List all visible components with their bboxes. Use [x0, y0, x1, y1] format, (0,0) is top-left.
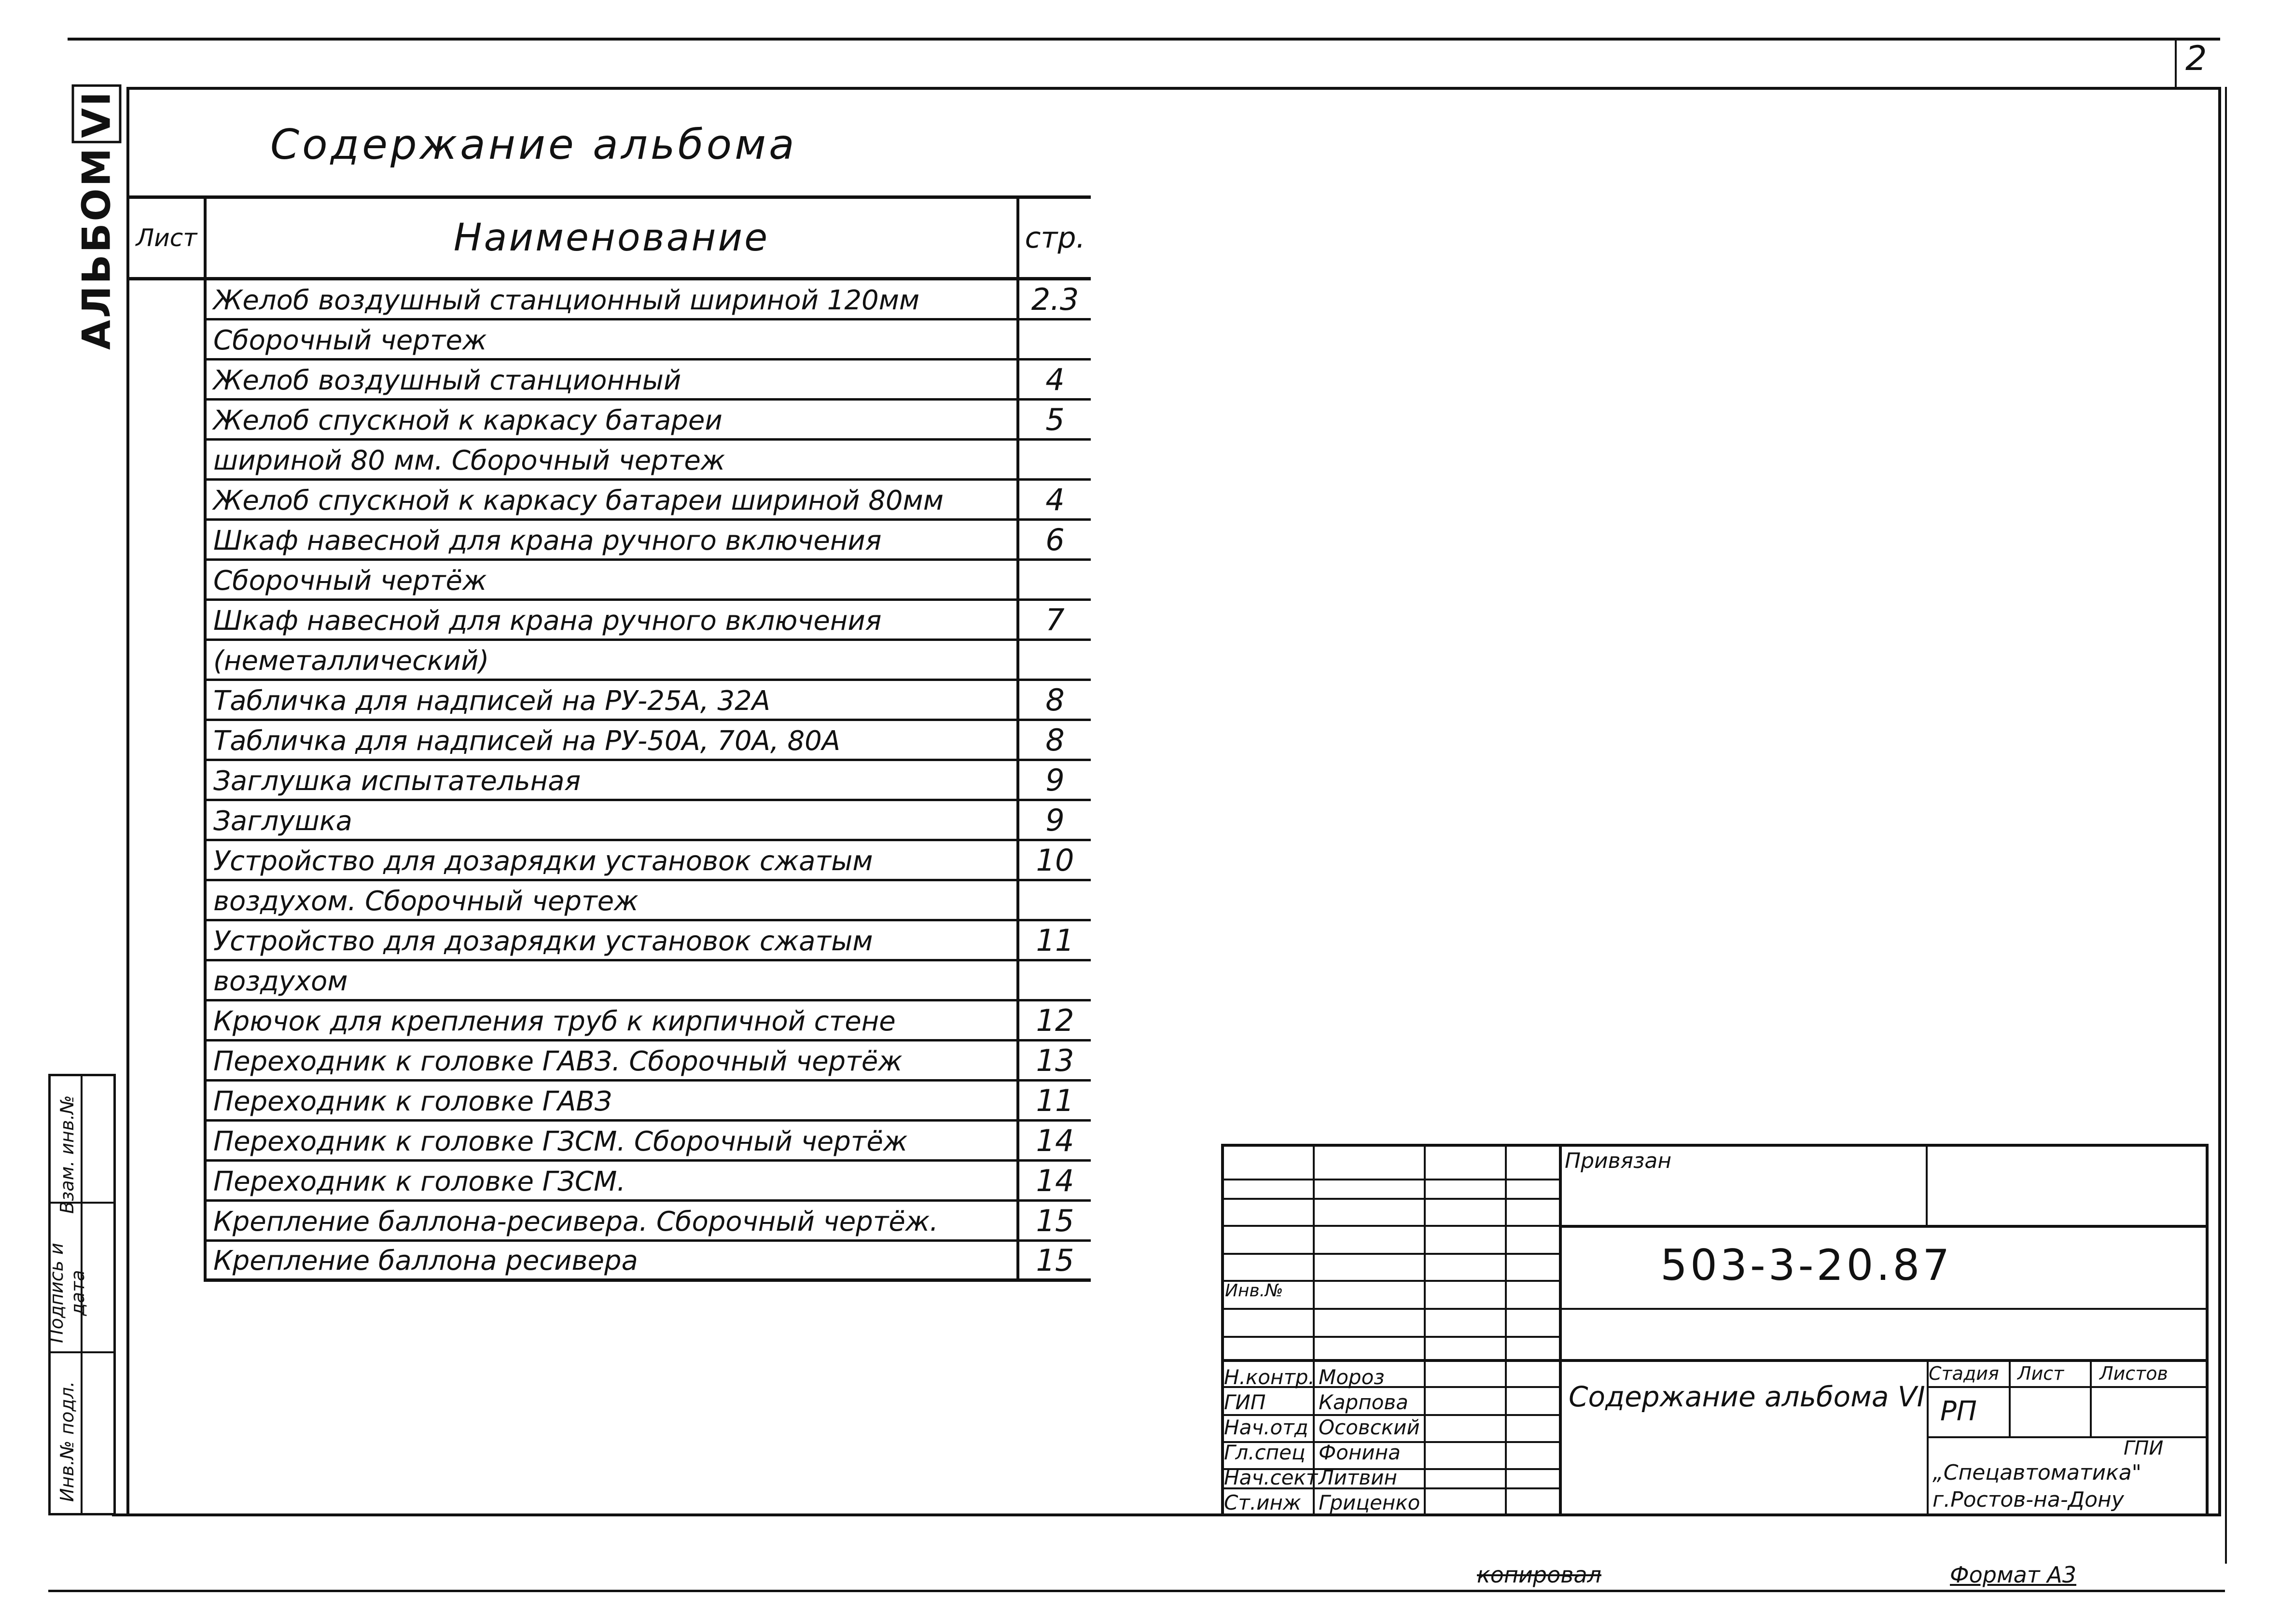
signature-row — [1221, 1413, 1430, 1441]
row-name-cell: Шкаф навесной для крана ручного включения — [207, 601, 1019, 641]
table-row — [129, 1122, 1091, 1162]
row-name-cell: Крепление баллона ресивера — [207, 1242, 1019, 1282]
signature-row — [1221, 1438, 1430, 1466]
row-name-cell: Устройство для дозарядки установок сжатым — [207, 841, 1019, 881]
row-sheet-cell — [129, 320, 207, 361]
row-name-cell: (неметаллический) — [207, 641, 1019, 681]
signature-name: Осовский — [1319, 1415, 1420, 1439]
row-name-cell: Желоб воздушный станционный — [207, 361, 1019, 401]
org-line3: г.Ростов-на-Дону — [1932, 1487, 2124, 1512]
contents-table-header — [129, 195, 1091, 280]
row-sheet-cell — [129, 401, 207, 441]
col-name-header: Наименование — [207, 199, 1019, 277]
row-page-cell: 14 — [1019, 1122, 1091, 1162]
doc-code: 503-3-20.87 — [1660, 1240, 1953, 1290]
sheet-label: Лист — [2017, 1363, 2064, 1384]
row-sheet-cell — [129, 1041, 207, 1082]
row-sheet-cell — [129, 1122, 207, 1162]
table-row — [129, 1041, 1091, 1082]
row-page-cell: 9 — [1019, 801, 1091, 841]
row-page-cell: 11 — [1019, 1082, 1091, 1122]
row-name-cell: воздухом. Сборочный чертеж — [207, 881, 1019, 921]
signature-role: Гл.спец — [1224, 1440, 1306, 1464]
row-sheet-cell — [129, 361, 207, 401]
row-page-cell: 15 — [1019, 1242, 1091, 1282]
frame-right-line — [2218, 87, 2221, 1515]
row-page-cell: 13 — [1019, 1041, 1091, 1082]
signature-role: Н.контр. — [1224, 1365, 1315, 1389]
table-row — [129, 361, 1091, 401]
col-sheet-header: Лист — [129, 199, 207, 277]
table-row — [129, 841, 1091, 881]
row-sheet-cell — [129, 1162, 207, 1202]
row-name-cell: Желоб спускной к каркасу батареи — [207, 401, 1019, 441]
row-name-cell: Желоб спускной к каркасу батареи шириной 80мм — [207, 481, 1019, 521]
table-row — [129, 481, 1091, 521]
row-name-cell: Желоб воздушный станционный шириной 120мм — [207, 280, 1019, 320]
row-sheet-cell — [129, 801, 207, 841]
row-name-cell: Крючок для крепления труб к кирпичной стене — [207, 1001, 1019, 1041]
sheet-number: 2 — [2185, 39, 2207, 78]
row-name-cell: Табличка для надписей на РУ-50А, 70А, 80А — [207, 721, 1019, 761]
row-page-cell: 10 — [1019, 841, 1091, 881]
row-sheet-cell — [129, 561, 207, 601]
row-sheet-cell — [129, 721, 207, 761]
row-page-cell — [1019, 881, 1091, 921]
row-page-cell — [1019, 641, 1091, 681]
side-stamp-sign-date: Подпись и дата — [46, 1243, 88, 1343]
top-border-line — [68, 38, 2220, 41]
sheets-label: Листов — [2099, 1363, 2168, 1384]
signature-row — [1221, 1388, 1430, 1416]
inv-no-label: Инв.№ — [1225, 1281, 1283, 1301]
table-row — [129, 1162, 1091, 1202]
table-row — [129, 601, 1091, 641]
row-sheet-cell — [129, 521, 207, 561]
row-name-cell: Сборочный чертеж — [207, 320, 1019, 361]
table-row — [129, 401, 1091, 441]
row-page-cell: 7 — [1019, 601, 1091, 641]
row-page-cell: 12 — [1019, 1001, 1091, 1041]
signature-row — [1221, 1363, 1430, 1391]
signature-name: Мороз — [1319, 1365, 1385, 1389]
table-row — [129, 1202, 1091, 1242]
side-stamp-replace-inv: Взам. инв.№ — [56, 1095, 78, 1214]
table-row — [129, 280, 1091, 320]
signature-name: Фонина — [1319, 1440, 1401, 1464]
row-name-cell: Крепление баллона-ресивера. Сборочный чертёж. — [207, 1202, 1019, 1242]
table-row — [129, 1001, 1091, 1041]
row-page-cell — [1019, 561, 1091, 601]
row-sheet-cell — [129, 441, 207, 481]
doc-title: Содержание альбома VI — [1569, 1380, 1925, 1413]
row-page-cell: 11 — [1019, 921, 1091, 961]
row-sheet-cell — [129, 280, 207, 320]
row-name-cell: Шкаф навесной для крана ручного включения — [207, 521, 1019, 561]
table-row — [129, 921, 1091, 961]
side-stamp-inv-orig: Инв.№ подл. — [56, 1381, 78, 1502]
row-name-cell: шириной 80 мм. Сборочный чертеж — [207, 441, 1019, 481]
signature-role: Ст.инж — [1224, 1490, 1301, 1514]
row-sheet-cell — [129, 1001, 207, 1041]
footer-format: Формат А3 — [1950, 1562, 2076, 1588]
signature-row — [1221, 1463, 1430, 1491]
row-sheet-cell — [129, 1242, 207, 1282]
row-name-cell: Табличка для надписей на РУ-25А, 32А — [207, 681, 1019, 721]
album-volume: VI — [72, 84, 122, 143]
row-sheet-cell — [129, 881, 207, 921]
row-sheet-cell — [129, 1082, 207, 1122]
row-sheet-cell — [129, 481, 207, 521]
row-page-cell: 9 — [1019, 761, 1091, 801]
org-line2: „Спецавтоматика" — [1932, 1460, 2141, 1485]
inner-top-line — [126, 87, 2221, 90]
row-page-cell — [1019, 441, 1091, 481]
row-page-cell: 4 — [1019, 361, 1091, 401]
page-title: Содержание альбома — [270, 121, 797, 169]
row-name-cell: воздухом — [207, 961, 1019, 1001]
row-page-cell: 14 — [1019, 1162, 1091, 1202]
signature-name: Гриценко — [1319, 1490, 1420, 1514]
row-sheet-cell — [129, 921, 207, 961]
signature-row — [1221, 1488, 1430, 1516]
table-row — [129, 320, 1091, 361]
row-page-cell: 8 — [1019, 681, 1091, 721]
table-row — [129, 441, 1091, 481]
row-name-cell: Переходник к головке ГАВЗ — [207, 1082, 1019, 1122]
col-page-header: стр. — [1025, 221, 1085, 255]
row-name-cell: Переходник к головке ГЗСМ. Сборочный чертёж — [207, 1122, 1019, 1162]
row-page-cell: 6 — [1019, 521, 1091, 561]
row-name-cell: Устройство для дозарядки установок сжатым — [207, 921, 1019, 961]
album-label-text: АЛЬБОМ — [74, 146, 119, 350]
sheet-number-divider — [2175, 38, 2177, 87]
row-sheet-cell — [129, 601, 207, 641]
row-sheet-cell — [129, 961, 207, 1001]
signature-role: Нач.отд — [1224, 1415, 1308, 1439]
row-page-cell — [1019, 320, 1091, 361]
signature-role: Нач.сект — [1224, 1465, 1318, 1489]
stage-label: Стадия — [1929, 1363, 1999, 1384]
row-page-cell: 4 — [1019, 481, 1091, 521]
album-label — [72, 90, 121, 350]
table-row — [129, 961, 1091, 1001]
table-row — [129, 801, 1091, 841]
row-page-cell: 15 — [1019, 1202, 1091, 1242]
row-name-cell: Заглушка испытательная — [207, 761, 1019, 801]
row-sheet-cell — [129, 761, 207, 801]
table-row — [129, 1242, 1091, 1282]
row-sheet-cell — [129, 841, 207, 881]
tied-label: Привязан — [1565, 1149, 1672, 1173]
signature-name: Литвин — [1319, 1465, 1397, 1489]
contents-table-body — [129, 280, 1091, 1282]
org-line1: ГПИ — [2124, 1437, 2164, 1459]
row-page-cell: 2.3 — [1019, 280, 1091, 320]
contents-table — [129, 195, 1091, 1282]
table-row — [129, 641, 1091, 681]
row-name-cell: Переходник к головке ГАВЗ. Сборочный чертёж — [207, 1041, 1019, 1082]
row-page-cell: 5 — [1019, 401, 1091, 441]
row-name-cell: Заглушка — [207, 801, 1019, 841]
bottom-page-line — [48, 1590, 2225, 1592]
table-row — [129, 521, 1091, 561]
signature-role: ГИП — [1224, 1390, 1266, 1414]
footer-copied: копировал — [1477, 1562, 1601, 1588]
row-sheet-cell — [129, 681, 207, 721]
table-row — [129, 681, 1091, 721]
row-sheet-cell — [129, 1202, 207, 1242]
table-row — [129, 561, 1091, 601]
table-row — [129, 1082, 1091, 1122]
outer-right-line — [2225, 87, 2227, 1564]
table-row — [129, 721, 1091, 761]
row-page-cell — [1019, 961, 1091, 1001]
row-name-cell: Переходник к головке ГЗСМ. — [207, 1162, 1019, 1202]
title-block — [1221, 1144, 2209, 1515]
row-sheet-cell — [129, 641, 207, 681]
table-row — [129, 881, 1091, 921]
signature-name: Карпова — [1319, 1390, 1408, 1414]
table-row — [129, 761, 1091, 801]
side-stamp — [48, 1074, 116, 1515]
row-name-cell: Сборочный чертёж — [207, 561, 1019, 601]
row-page-cell: 8 — [1019, 721, 1091, 761]
stage-value: РП — [1940, 1396, 1977, 1427]
